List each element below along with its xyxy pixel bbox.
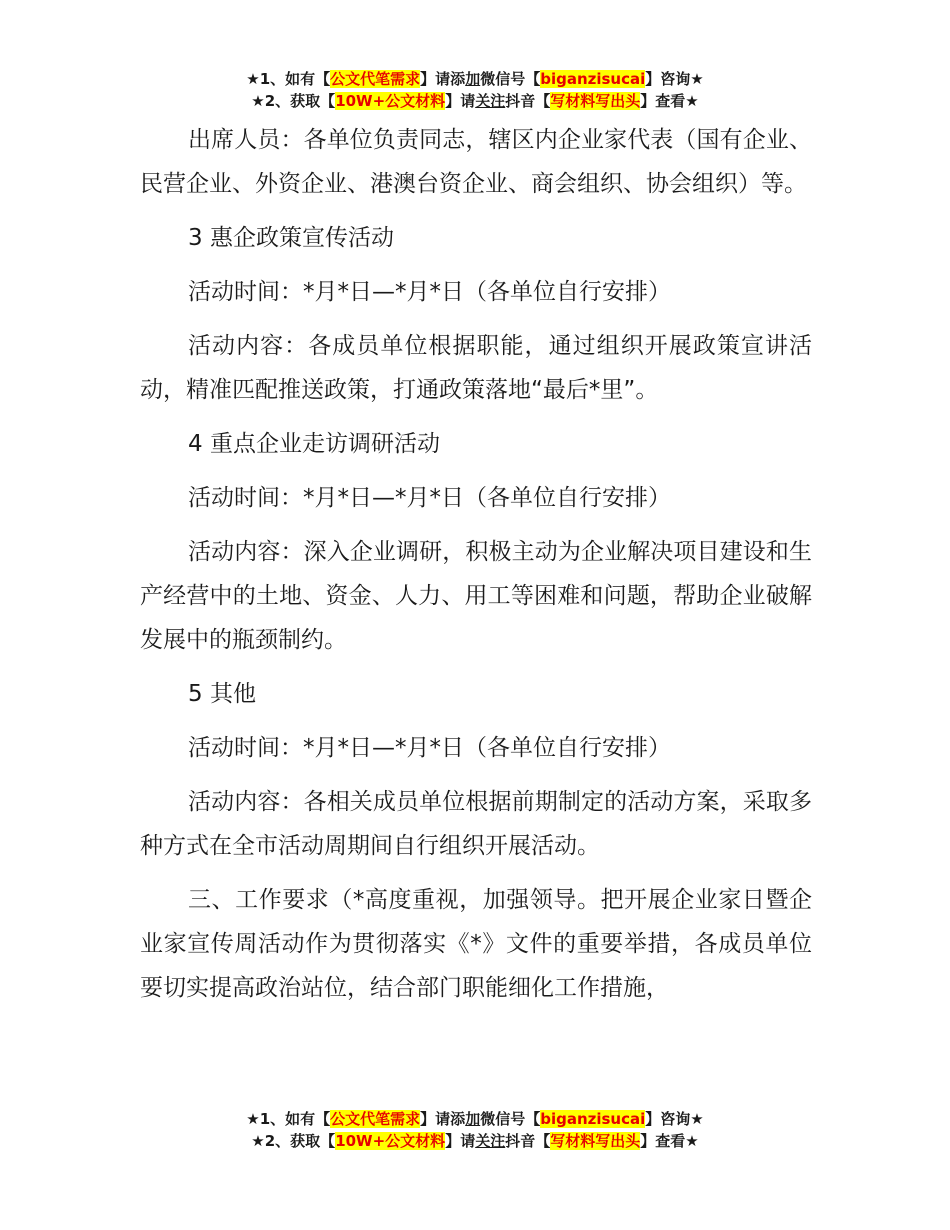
banner-text: 】咨询★ <box>645 70 704 88</box>
banner-highlight: 写材料写出头 <box>550 92 641 110</box>
section-heading: 5 其他 <box>188 681 256 707</box>
banner-text: 微信号【 <box>480 1110 541 1128</box>
banner-underline: 加 <box>465 1110 481 1128</box>
banner-text: 】咨询★ <box>645 1110 704 1128</box>
section-heading: 4 重点企业走访调研活动 <box>188 431 440 457</box>
banner-highlight: 写材料写出头 <box>550 1132 641 1150</box>
banner-text: 抖音【 <box>505 92 551 110</box>
banner-text: ★2、获取【 <box>251 92 336 110</box>
paragraph: 活动时间：*月*日—*月*日（各单位自行安排） <box>188 485 671 511</box>
banner-line-2 <box>0 90 950 112</box>
banner-line-1 <box>0 1108 950 1130</box>
banner-text: 】请 <box>445 1132 476 1150</box>
banner-text: 】请添 <box>420 70 466 88</box>
paragraph: 活动内容：各相关成员单位根据前期制定的活动方案，采取多种方式在全市活动周期间自行组织开展活动。 <box>140 789 812 859</box>
banner-text: 】请添 <box>420 1110 466 1128</box>
document-body <box>140 118 812 1020</box>
banner-text: 】查看★ <box>640 1132 699 1150</box>
paragraph: 三、工作要求（*高度重视，加强领导。把开展企业家日暨企业家宣传周活动作为贯彻落实《*》文件的重要举措，各成员单位要切实提高政治站位，结合部门职能细化工作措施， <box>140 887 812 1001</box>
banner-text: ★1、如有【 <box>246 1110 331 1128</box>
banner-text: 微信号【 <box>480 70 541 88</box>
banner-text: ★1、如有【 <box>246 70 331 88</box>
paragraph: 活动内容：深入企业调研，积极主动为企业解决项目建设和生产经营中的土地、资金、人力、用工等困难和问题，帮助企业破解发展中的瓶颈制约。 <box>140 539 812 653</box>
footer-banner <box>0 1108 950 1152</box>
banner-highlight: biganzisucai <box>540 70 646 88</box>
banner-highlight: 公文代笔需求 <box>330 1110 421 1128</box>
banner-underline: 关注 <box>475 1132 506 1150</box>
banner-highlight: biganzisucai <box>540 1110 646 1128</box>
paragraph: 活动内容：各成员单位根据职能，通过组织开展政策宣讲活动，精准匹配推送政策，打通政策落地“最后*里”。 <box>140 333 812 403</box>
header-banner <box>0 68 950 112</box>
banner-line-2 <box>0 1130 950 1152</box>
banner-line-1 <box>0 68 950 90</box>
banner-highlight: 公文代笔需求 <box>330 70 421 88</box>
banner-text: 抖音【 <box>505 1132 551 1150</box>
banner-highlight: 10W+公文材料 <box>335 1132 446 1150</box>
paragraph: 活动时间：*月*日—*月*日（各单位自行安排） <box>188 735 671 761</box>
banner-underline: 关注 <box>475 92 506 110</box>
banner-text: ★2、获取【 <box>251 1132 336 1150</box>
banner-text: 】查看★ <box>640 92 699 110</box>
banner-highlight: 10W+公文材料 <box>335 92 446 110</box>
paragraph: 活动时间：*月*日—*月*日（各单位自行安排） <box>188 279 671 305</box>
paragraph: 出席人员：各单位负责同志，辖区内企业家代表（国有企业、民营企业、外资企业、港澳台资企业、商会组织、协会组织）等。 <box>140 127 812 197</box>
banner-underline: 加 <box>465 70 481 88</box>
banner-text: 】请 <box>445 92 476 110</box>
section-heading: 3 惠企政策宣传活动 <box>188 225 394 251</box>
